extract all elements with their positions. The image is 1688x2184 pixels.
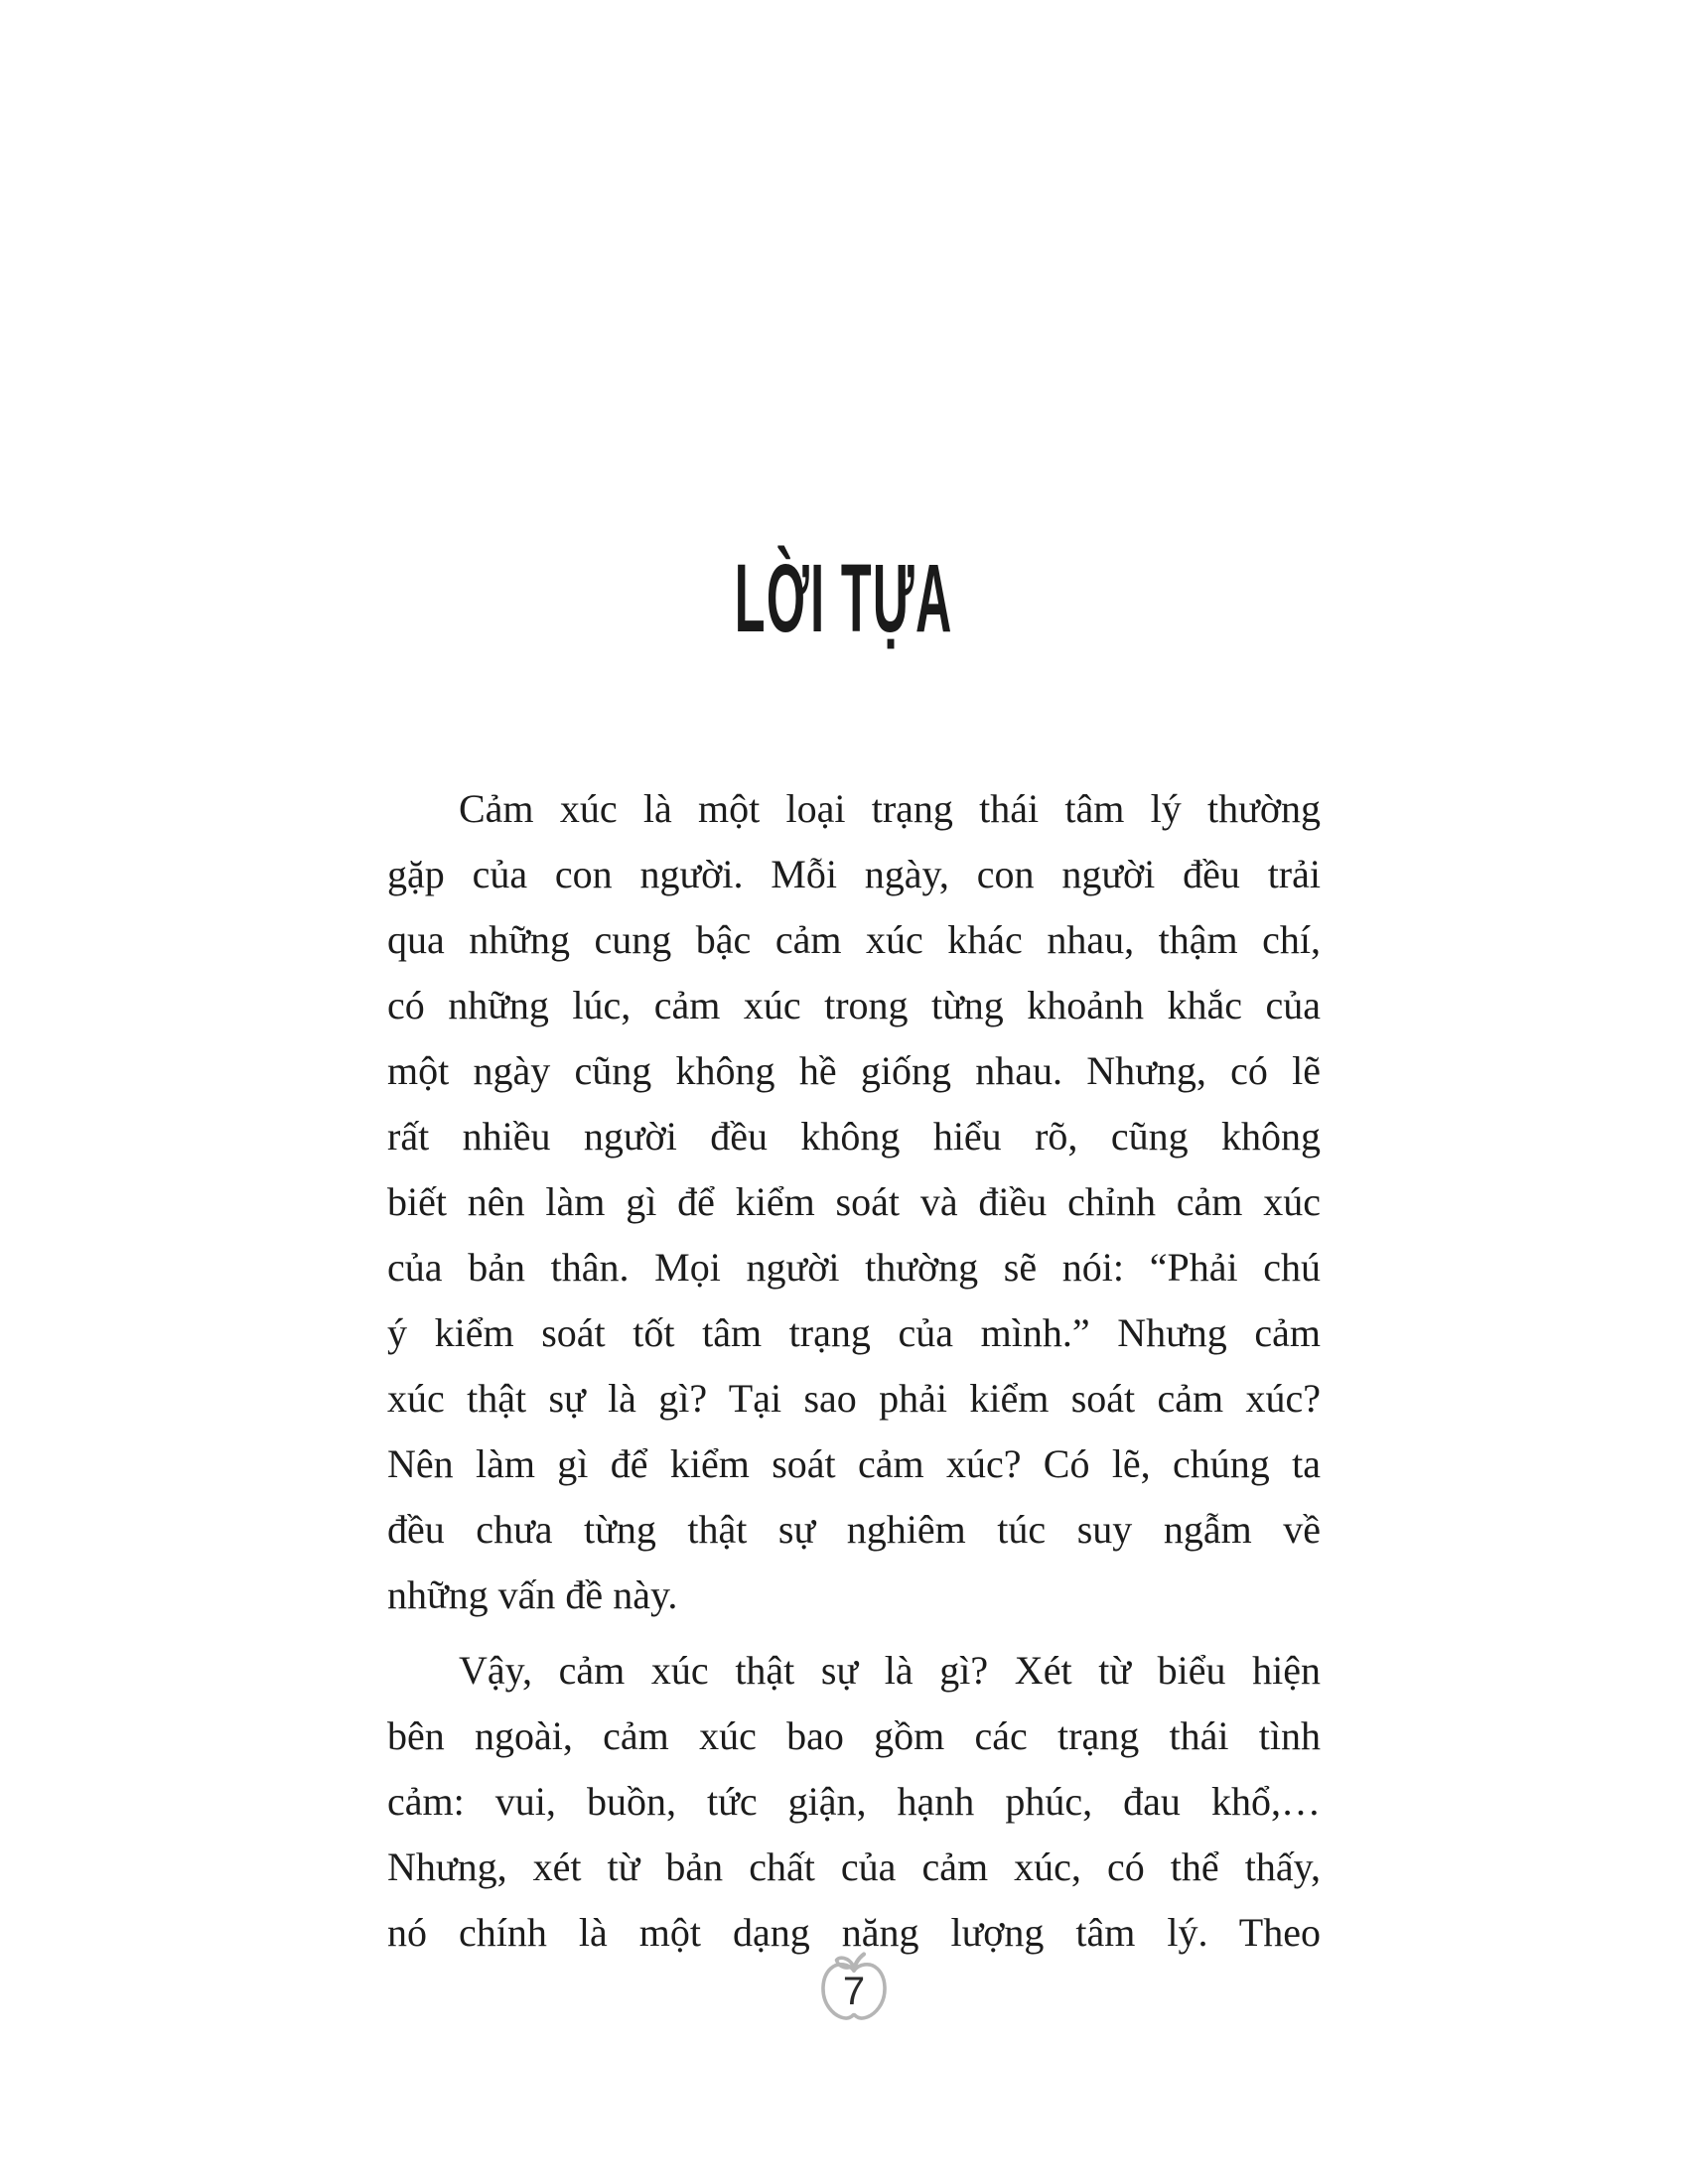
text-line: gặp của con người. Mỗi ngày, con người đều trải	[387, 852, 1321, 896]
text-line: cảm: vui, buồn, tức giận, hạnh phúc, đau khổ,…	[387, 1779, 1321, 1824]
text-line: rất nhiều người đều không hiểu rõ, cũng không	[387, 1114, 1321, 1159]
text-line: Nhưng, xét từ bản chất của cảm xúc, có thể thấy,	[387, 1844, 1321, 1889]
text-line: có những lúc, cảm xúc trong từng khoảnh khắc của	[387, 983, 1321, 1027]
text-line: bên ngoài, cảm xúc bao gồm các trạng thái tình	[387, 1713, 1321, 1758]
text-line: xúc thật sự là gì? Tại sao phải kiểm soát cảm xúc?	[387, 1376, 1321, 1421]
text-line: một ngày cũng không hề giống nhau. Nhưng, có lẽ	[387, 1048, 1321, 1093]
text-line: qua những cung bậc cảm xúc khác nhau, thậm chí,	[387, 917, 1321, 962]
text-line: nó chính là một dạng năng lượng tâm lý. Theo	[387, 1910, 1321, 1955]
text-line: những vấn đề này.	[387, 1572, 678, 1617]
page-number: 7	[842, 1970, 866, 2013]
text-line: của bản thân. Mọi người thường sẽ nói: “Phải chú	[387, 1245, 1321, 1290]
paragraph	[387, 776, 1321, 1628]
text-line: ý kiểm soát tốt tâm trạng của mình.” Nhưng cảm	[387, 1310, 1321, 1355]
text-line: Vậy, cảm xúc thật sự là gì? Xét từ biểu hiện	[459, 1648, 1321, 1693]
text-line: Nên làm gì để kiểm soát cảm xúc? Có lẽ, chúng ta	[387, 1441, 1321, 1486]
chapter-title-text: LỜI TỰA	[735, 543, 953, 653]
chapter-title	[0, 541, 1688, 660]
paragraph	[387, 1638, 1321, 1966]
body-text	[387, 776, 1321, 1966]
text-line: Cảm xúc là một loại trạng thái tâm lý thường	[459, 786, 1321, 831]
page-footer	[812, 1948, 896, 2031]
text-line: đều chưa từng thật sự nghiêm túc suy ngẫm về	[387, 1507, 1321, 1552]
text-line: biết nên làm gì để kiểm soát và điều chỉnh cảm xúc	[387, 1179, 1321, 1224]
